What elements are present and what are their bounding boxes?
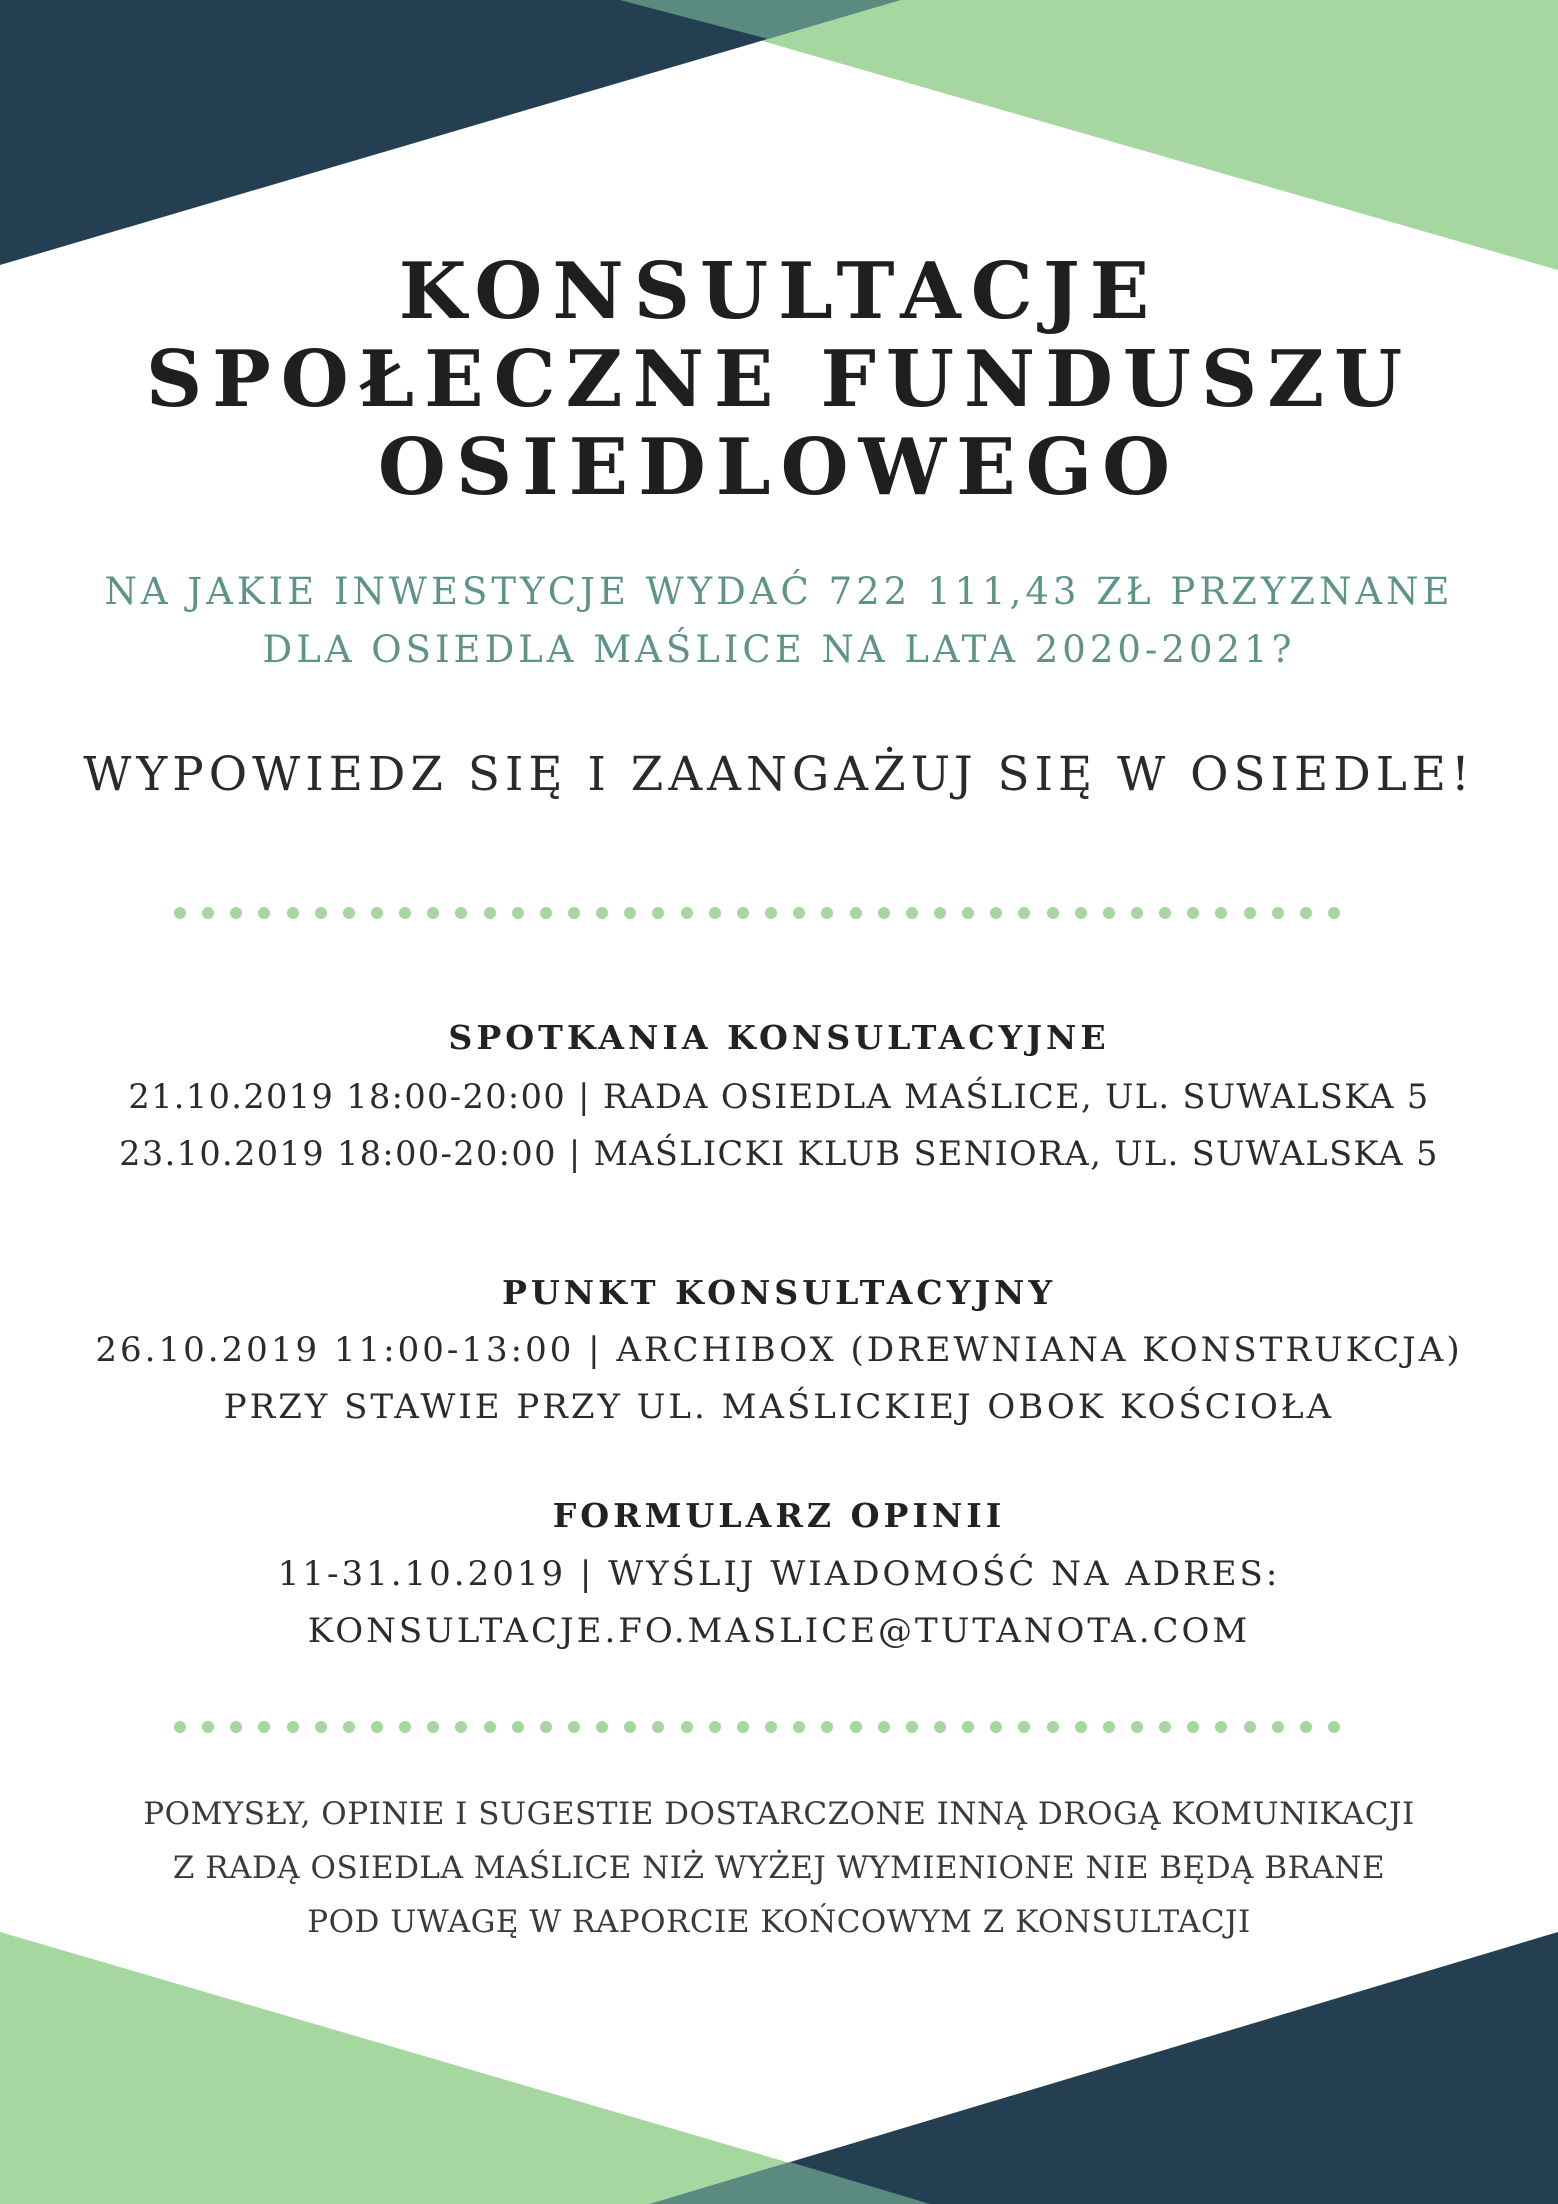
divider-dot: [652, 1721, 664, 1733]
divider-dot: [1300, 907, 1312, 919]
formularz-email: KONSULTACJE.FO.MASLICE@TUTANOTA.COM: [307, 1611, 1251, 1651]
divider-dot: [315, 907, 327, 919]
footnote-line-2: Z RADĄ OSIEDLA MAŚLICE NIŻ WYŻEJ WYMIENIONE NIE BĘDĄ BRANE: [172, 1850, 1386, 1886]
divider-dot: [1328, 1721, 1340, 1733]
divider-dot: [793, 907, 805, 919]
divider-dot: [399, 1721, 411, 1733]
section-heading-spotkania: SPOTKANIA KONSULTACYJNE: [448, 1018, 1110, 1057]
section-body-spotkania: [0, 1068, 1558, 1182]
divider-dot: [878, 1721, 890, 1733]
divider-dot: [258, 907, 270, 919]
divider-dot: [596, 1721, 608, 1733]
title-line-3: OSIEDLOWEGO: [377, 422, 1181, 513]
divider-dot: [906, 907, 918, 919]
title-line-2: SPOŁECZNE FUNDUSZU: [145, 334, 1413, 425]
divider-dot: [343, 1721, 355, 1733]
divider-dot: [258, 1721, 270, 1733]
divider-dot: [540, 1721, 552, 1733]
divider-dot: [962, 1721, 974, 1733]
divider-dot: [512, 907, 524, 919]
divider-dot: [737, 1721, 749, 1733]
divider-dot: [709, 1721, 721, 1733]
section-heading-formularz: FORMULARZ OPINII: [552, 1496, 1006, 1535]
divider-dot: [1047, 1721, 1059, 1733]
divider-dot: [990, 907, 1002, 919]
divider-dot: [427, 907, 439, 919]
divider-dot: [427, 1721, 439, 1733]
divider-dot: [568, 1721, 580, 1733]
divider-dot: [990, 1721, 1002, 1733]
footnote-line-3: POD UWAGĘ W RAPORCIE KOŃCOWYM Z KONSULTACJI: [307, 1904, 1251, 1940]
divider-dot: [624, 1721, 636, 1733]
subtitle-line-2: DLA OSIEDLA MAŚLICE NA LATA 2020-2021?: [262, 628, 1296, 671]
divider-dot: [793, 1721, 805, 1733]
subtitle: [0, 563, 1558, 679]
divider-dot: [1075, 1721, 1087, 1733]
spotkania-line-2: 23.10.2019 18:00-20:00 | MAŚLICKI KLUB SENIORA, UL. SUWALSKA 5: [119, 1134, 1439, 1173]
divider-dot: [455, 1721, 467, 1733]
subtitle-line-1: NA JAKIE INWESTYCJE WYDAĆ 722 111,43 ZŁ PRZYZNANE: [104, 570, 1454, 613]
divider-dot: [878, 907, 890, 919]
section-heading-punkt: PUNKT KONSULTACYJNY: [501, 1273, 1057, 1312]
footnote: [0, 1787, 1558, 1949]
divider-dot: [681, 1721, 693, 1733]
divider-dot: [1018, 907, 1030, 919]
divider-dot: [821, 1721, 833, 1733]
divider-dot: [681, 907, 693, 919]
divider-dot: [287, 1721, 299, 1733]
divider-dot: [1187, 907, 1199, 919]
dotted-divider-bottom: [174, 1721, 1340, 1733]
divider-dot: [287, 907, 299, 919]
divider-dot: [1272, 1721, 1284, 1733]
divider-dot: [371, 1721, 383, 1733]
divider-dot: [1159, 907, 1171, 919]
divider-dot: [1187, 1721, 1199, 1733]
divider-dot: [765, 907, 777, 919]
footnote-line-1: POMYSŁY, OPINIE I SUGESTIE DOSTARCZONE INNĄ DROGĄ KOMUNIKACJI: [143, 1796, 1415, 1832]
divider-dot: [962, 907, 974, 919]
divider-dot: [850, 1721, 862, 1733]
punkt-line-2: PRZY STAWIE PRZY UL. MAŚLICKIEJ OBOK KOŚCIOŁA: [223, 1387, 1335, 1427]
spotkania-line-1: 21.10.2019 18:00-20:00 | RADA OSIEDLA MAŚLICE, UL. SUWALSKA 5: [128, 1077, 1430, 1116]
divider-dot: [934, 907, 946, 919]
divider-dot: [1131, 907, 1143, 919]
divider-dot: [821, 907, 833, 919]
divider-dot: [652, 907, 664, 919]
divider-dot: [906, 1721, 918, 1733]
divider-dot: [624, 907, 636, 919]
title-line-1: KONSULTACJE: [398, 246, 1160, 337]
divider-dot: [371, 907, 383, 919]
divider-dot: [1018, 1721, 1030, 1733]
divider-dot: [174, 1721, 186, 1733]
formularz-line-1: 11-31.10.2019 | WYŚLIJ WIADOMOŚĆ NA ADRES:: [277, 1554, 1281, 1594]
divider-dot: [230, 1721, 242, 1733]
divider-dot: [1159, 1721, 1171, 1733]
divider-dot: [1300, 1721, 1312, 1733]
divider-dot: [709, 907, 721, 919]
divider-dot: [765, 1721, 777, 1733]
callout: WYPOWIEDZ SIĘ I ZAANGAŻUJ SIĘ W OSIEDLE!: [83, 748, 1475, 802]
divider-dot: [202, 907, 214, 919]
divider-dot: [399, 907, 411, 919]
divider-dot: [1244, 907, 1256, 919]
divider-dot: [455, 907, 467, 919]
dotted-divider-top: [174, 907, 1340, 919]
divider-dot: [230, 907, 242, 919]
divider-dot: [1103, 907, 1115, 919]
punkt-line-1: 26.10.2019 11:00-13:00 | ARCHIBOX (DREWNIANA KONSTRUKCJA): [95, 1330, 1463, 1370]
divider-dot: [1075, 907, 1087, 919]
divider-dot: [1328, 907, 1340, 919]
divider-dot: [1244, 1721, 1256, 1733]
divider-dot: [1215, 907, 1227, 919]
divider-dot: [512, 1721, 524, 1733]
divider-dot: [934, 1721, 946, 1733]
section-body-formularz: [0, 1546, 1558, 1660]
divider-dot: [1215, 1721, 1227, 1733]
divider-dot: [596, 907, 608, 919]
divider-dot: [850, 907, 862, 919]
divider-dot: [568, 907, 580, 919]
divider-dot: [540, 907, 552, 919]
divider-dot: [202, 1721, 214, 1733]
divider-dot: [1047, 907, 1059, 919]
divider-dot: [484, 907, 496, 919]
divider-dot: [1272, 907, 1284, 919]
divider-dot: [484, 1721, 496, 1733]
divider-dot: [174, 907, 186, 919]
divider-dot: [343, 907, 355, 919]
divider-dot: [315, 1721, 327, 1733]
poster-title: [0, 248, 1558, 512]
divider-dot: [1131, 1721, 1143, 1733]
divider-dot: [1103, 1721, 1115, 1733]
section-body-punkt: [0, 1322, 1558, 1436]
divider-dot: [737, 907, 749, 919]
